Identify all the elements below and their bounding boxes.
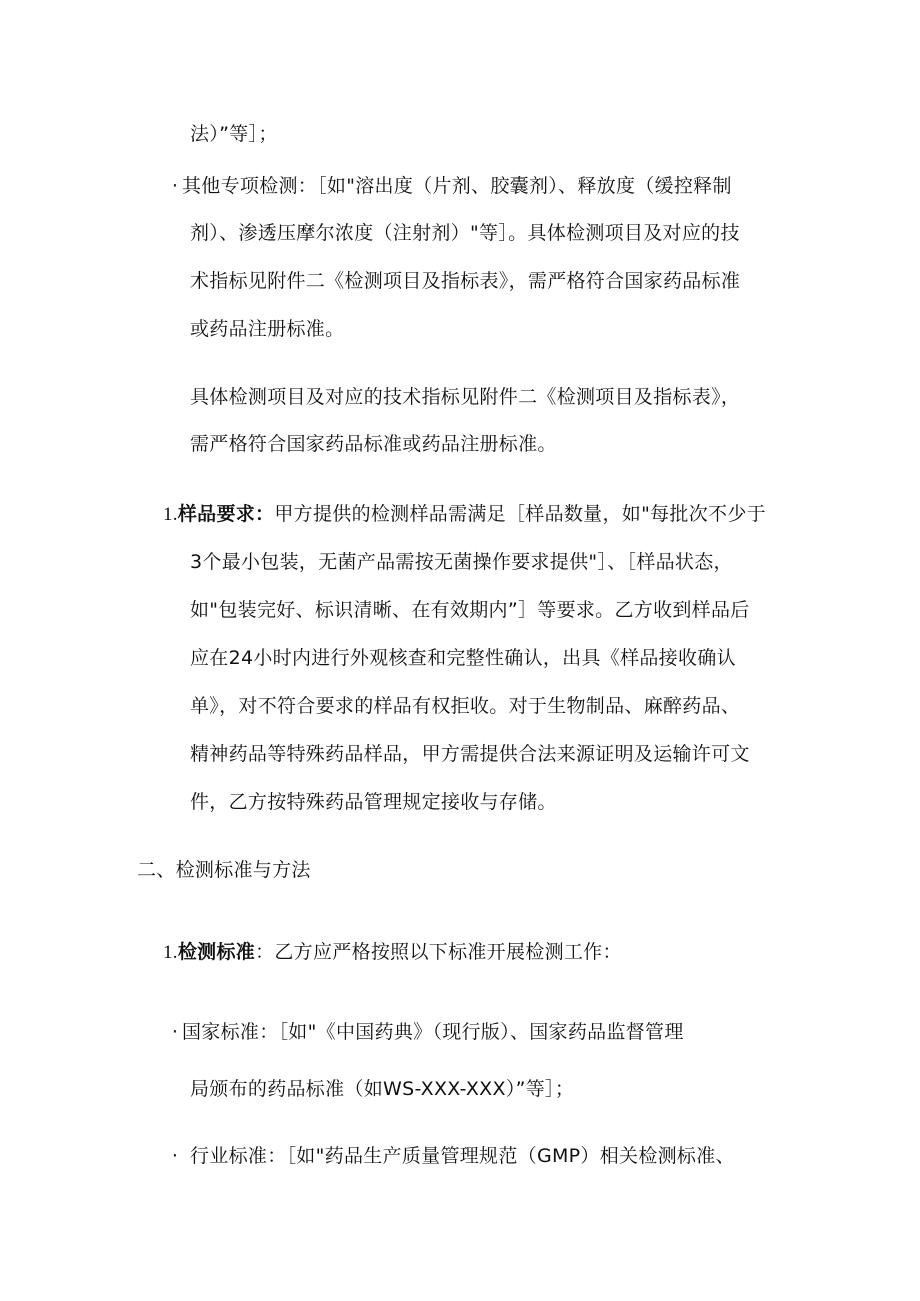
industry-standard-line xyxy=(168,1143,735,1169)
top-fragment-line: 法）”等］； xyxy=(190,123,278,145)
sample-requirements-line-6: 精神药品等特殊药品样品，甲方需提供合法来源证明及运输许可文 xyxy=(190,743,750,765)
item-number: 1. xyxy=(163,942,178,963)
sample-requirements-label: 样品要求： xyxy=(177,503,275,525)
bullet-dot: · xyxy=(171,1145,179,1167)
national-standard-line-2: 局颁布的药品标准（如WS-XXX-XXX）”等］； xyxy=(190,1078,575,1100)
repeat-paragraph-line-1: 具体检测项目及对应的技术指标见附件二《检测项目及指标表》， xyxy=(190,386,741,408)
sample-requirements-line-3: 如"包装完好、标识清晰、在有效期内”］等要求。乙方收到样品后 xyxy=(190,599,750,621)
national-standard-text: 国家标准：［如"《中国药典》（现行版）、国家药品监督管理 xyxy=(182,1021,684,1043)
sample-requirements-line-2: 3个最小包装，无菌产品需按无菌操作要求提供"］、［样品状态， xyxy=(190,551,733,573)
item-number: 1. xyxy=(163,504,178,525)
other-tests-text: 其他专项检测：［如"溶出度（片剂、胶囊剂）、释放度（缓控释制 xyxy=(182,175,732,197)
standards-text: ：乙方应严格按照以下标准开展检测工作： xyxy=(255,941,622,963)
other-tests-line-3: 术指标见附件二《检测项目及指标表》，需严格符合国家药品标准 xyxy=(190,270,741,292)
sample-requirements-line-5: 单》，对不符合要求的样品有权拒收。对于生物制品、麻醉药品、 xyxy=(190,695,741,717)
standards-line xyxy=(163,939,622,966)
other-tests-line-1 xyxy=(168,173,732,199)
bullet-dot: · xyxy=(171,1021,179,1043)
sample-requirements-line-7: 件，乙方按特殊药品管理规定接收与存储。 xyxy=(190,791,557,813)
other-tests-line-2: 剂）、渗透压摩尔浓度（注射剂）"等］。具体检测项目及对应的技 xyxy=(190,222,740,244)
section-heading: 二、检测标准与方法 xyxy=(137,859,311,881)
national-standard-line-1 xyxy=(168,1019,684,1045)
sample-requirements-line-4: 应在24小时内进行外观核查和完整性确认，出具《样品接收确认 xyxy=(190,647,736,669)
sample-requirements-line-1 xyxy=(163,501,766,528)
repeat-paragraph-line-2: 需严格符合国家药品标准或药品注册标准。 xyxy=(190,433,557,455)
standards-label: 检测标准 xyxy=(177,941,256,963)
industry-standard-text: 行业标准：［如"药品生产质量管理规范（GMP）相关检测标准、 xyxy=(190,1145,735,1167)
sample-requirements-text: 甲方提供的检测样品需满足［样品数量，如"每批次不少于 xyxy=(274,503,766,525)
other-tests-line-4: 或药品注册标准。 xyxy=(190,318,345,340)
bullet-dot: · xyxy=(171,175,179,197)
